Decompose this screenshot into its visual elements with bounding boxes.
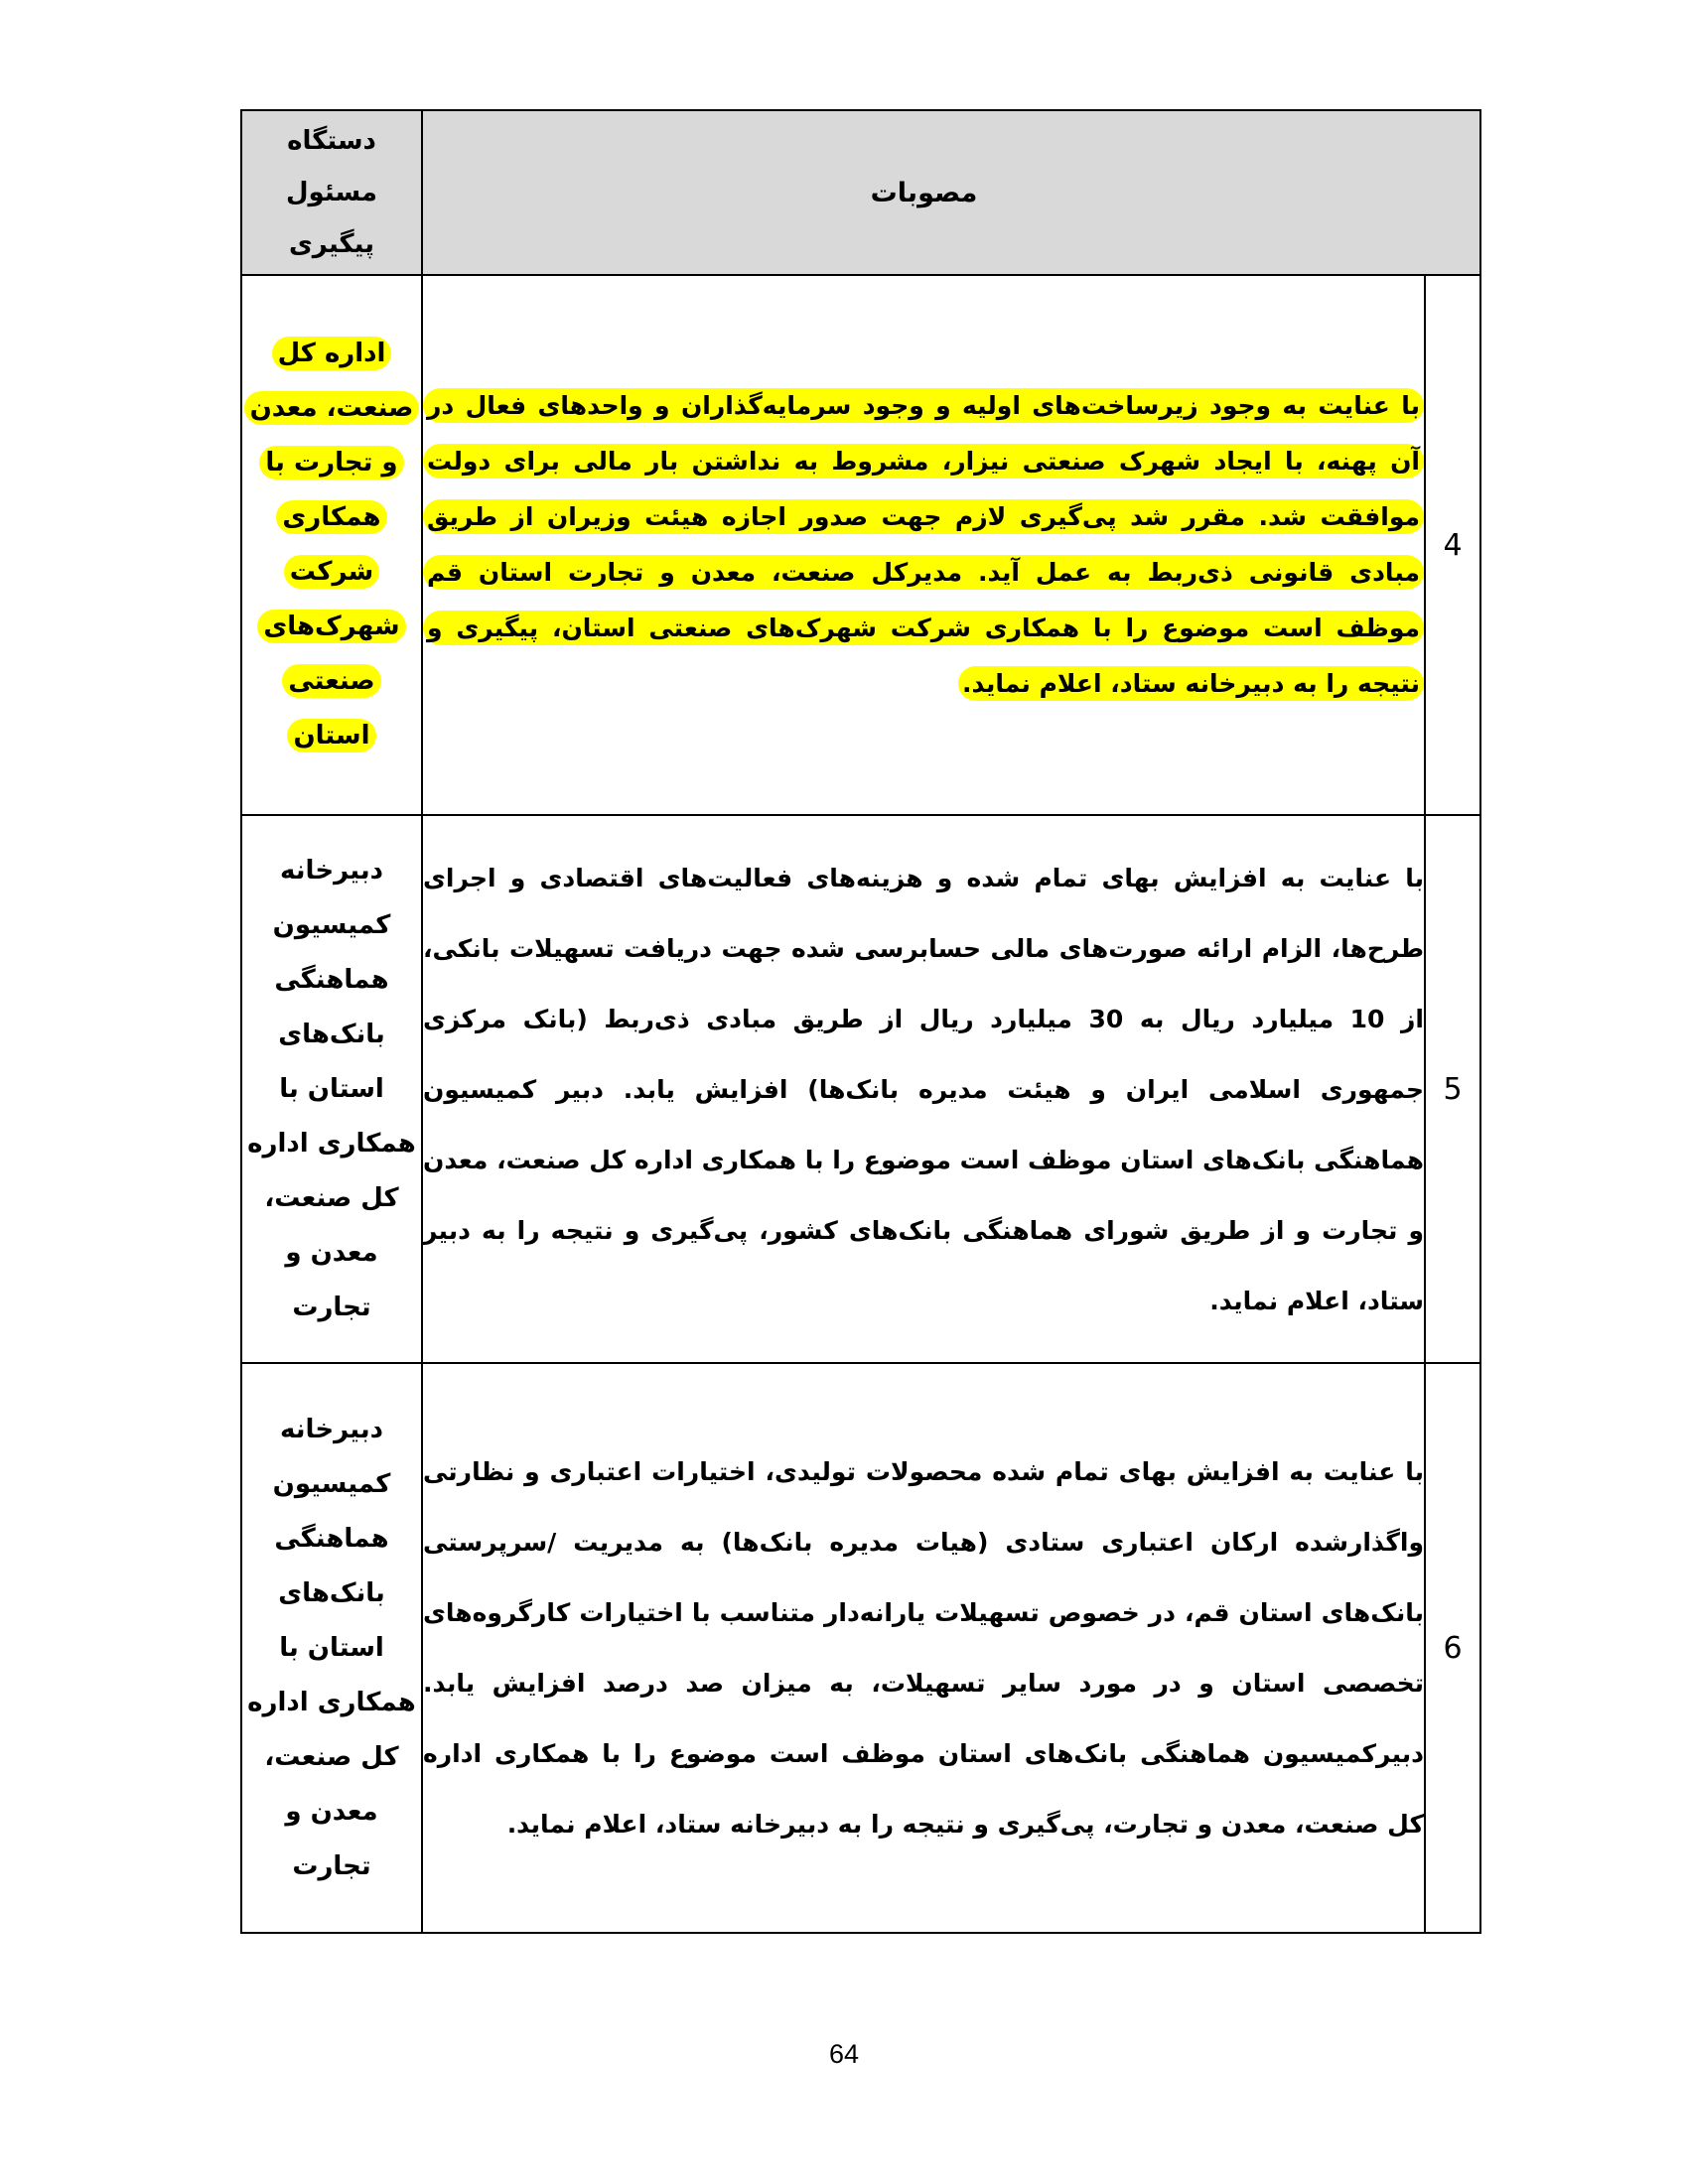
resolution-text-cell [422,815,1425,1363]
table-header-row [241,110,1480,275]
resolution-text-cell [422,275,1425,815]
table-row [241,1363,1480,1933]
row-number: 6 [1425,1363,1480,1933]
page-number: 64 [828,2039,860,2069]
header-number-cell [1425,110,1480,275]
table-row [241,815,1480,1363]
row-number: 4 [1425,275,1480,815]
resolution-text: با عنایت به افزایش بهای تمام شده محصولات تولیدی، اختیارات اعتباری و نظارتی واگذارشده ارکان اعتباری ستادی (هیات مدیره بانک‌ها) به مدیریت /سرپرستی بانک‌های استان قم، در خصوص تسهیلات یارانه‌دار متناسب با اختیارات کارگروه‌های تخصصی استان و در مورد سایر تسهیلات، به میزان صد درصد افزایش یابد. دبیرکمیسیون هماهنگی بانک‌های استان موظف است موضوع را با همکاری اداره کل صنعت، معدن و تجارت، پی‌گیری و نتیجه را به دبیرخانه ستاد، اعلام نماید. [423,1457,1424,1839]
highlighted-text: با عنایت به وجود زیرساخت‌های اولیه و وجود سرمایه‌گذاران و واحدهای فعال در آن پهنه، با ایجاد شهرک صنعتی نیزار، مشروط به نداشتن بار مالی برای دولت موافقت شد. مقرر شد پی‌گیری لازم جهت صدور اجازه هیئت وزیران از طریق مبادی قانونی ذی‌ربط به عمل آید. مدیرکل صنعت، معدن و تجارت استان قم موظف است موضوع را با همکاری شرکت شهرک‌های صنعتی استان، پیگیری و نتیجه را به دبیرخانه ستاد، اعلام نماید. [423,388,1424,701]
table-row [241,275,1480,815]
header-resolutions: مصوبات [422,110,1425,275]
row-number: 5 [1425,815,1480,1363]
responsible-cell: دبیرخانه کمیسیون هماهنگی بانک‌های استان با همکاری اداره کل صنعت، معدن و تجارت [241,815,422,1363]
resolutions-table [240,109,1481,1934]
header-responsible: دستگاه مسئول پیگیری [241,110,422,275]
highlighted-responsible: اداره کل صنعت، معدن و تجارت با همکاری شرکت شهرک‌های صنعتی استان [244,337,420,752]
resolution-text: با عنایت به افزایش بهای تمام شده و هزینه‌های فعالیت‌های اقتصادی و اجرای طرح‌ها، الزام ارائه صورت‌های مالی حسابرسی شده جهت دریافت تسهیلات بانکی، از 10 میلیارد ریال به 30 میلیارد ریال از طریق مبادی ذی‌ربط (بانک مرکزی جمهوری اسلامی ایران و هیئت مدیره بانک‌ها) افزایش یابد. دبیر کمیسیون هماهنگی بانک‌های استان موظف است موضوع را با همکاری اداره کل صنعت، معدن و تجارت و از طریق شورای هماهنگی بانک‌های کشور، پی‌گیری و نتیجه را به دبیر ستاد، اعلام نماید. [423,863,1424,1315]
resolution-text-cell [422,1363,1425,1933]
resolution-text [423,378,1424,712]
responsible-cell [241,275,422,815]
responsible-cell: دبیرخانه کمیسیون هماهنگی بانک‌های استان با همکاری اداره کل صنعت، معدن و تجارت [241,1363,422,1933]
